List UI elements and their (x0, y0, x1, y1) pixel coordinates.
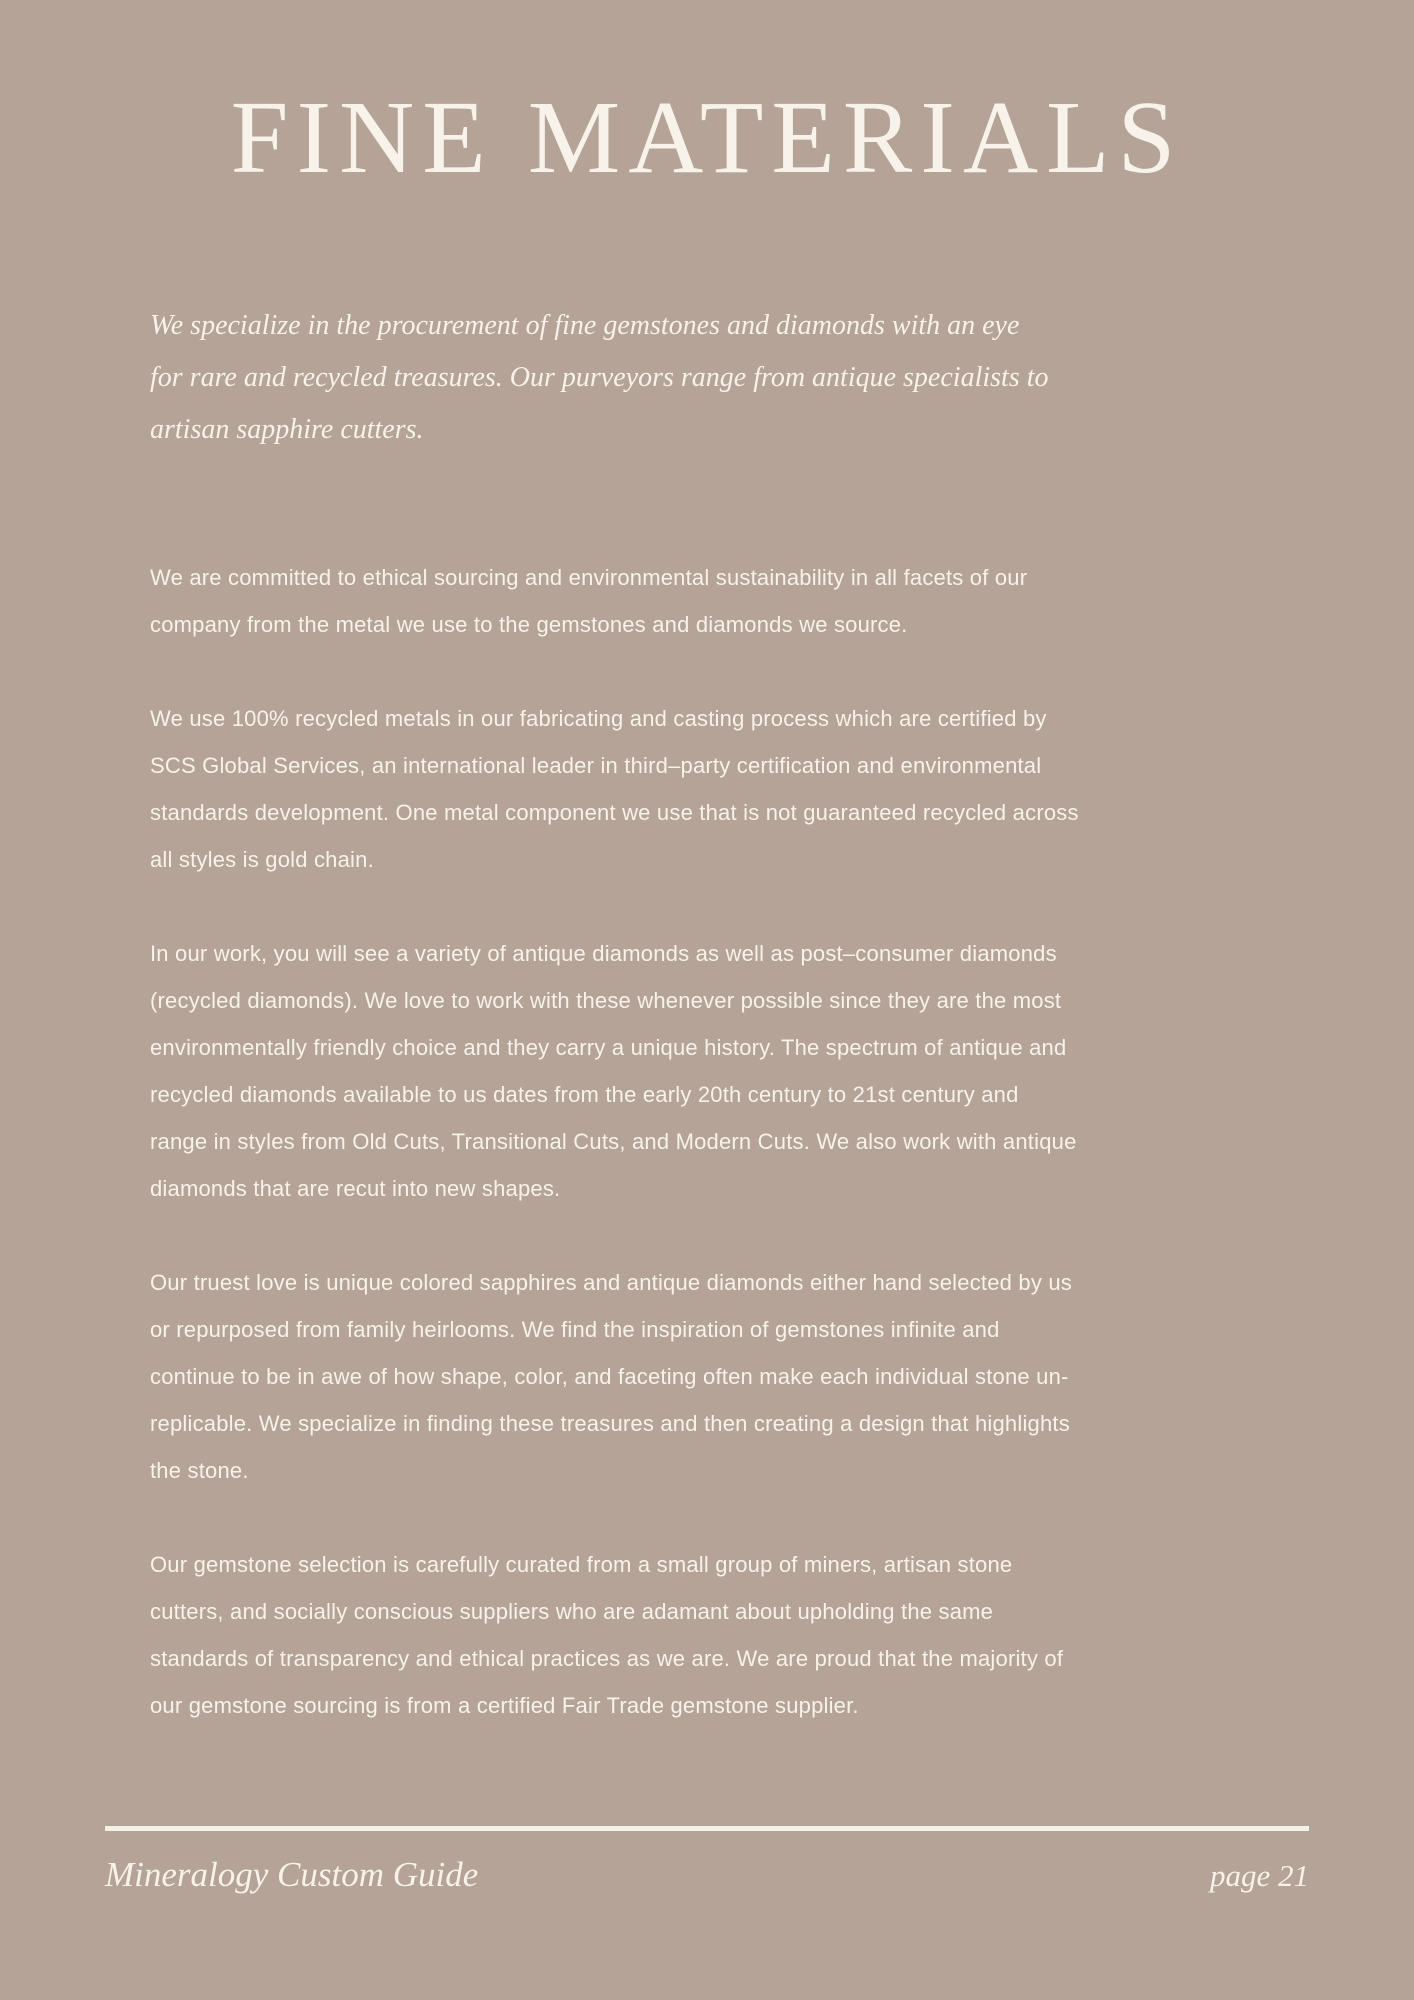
footer-page-number: page 21 (1209, 1858, 1309, 1893)
paragraph-recycled-metals: We use 100% recycled metals in our fabricating and casting process which are certified by SCS Global Services, an international leader in third–party certification and environmental standards development. One metal component we use that is not guaranteed recycled across all styles is gold chain. (150, 705, 1079, 872)
paragraph-ethical-sourcing: We are committed to ethical sourcing and environmental sustainability in all facets of our company from the metal we use to the gemstones and diamonds we source. (150, 564, 1028, 637)
intro-paragraph: We specialize in the procurement of fine gemstones and diamonds with an eye for rare and recycled treasures. Our purveyors range from antique specialists to artisan sapphire cutters. (150, 309, 1049, 445)
body-text (150, 554, 1080, 1729)
footer-divider (105, 1826, 1309, 1831)
page-title: FINE MATERIALS (230, 80, 1184, 195)
footer-row (105, 1855, 1309, 1895)
footer-guide-title: Mineralogy Custom Guide (105, 1855, 479, 1894)
paragraph-sapphires-heirlooms: Our truest love is unique colored sapphires and antique diamonds either hand selected by us or repurposed from family heirlooms. We find the inspiration of gemstones infinite and continue to be in awe of how shape, color, and faceting often make each individual stone un-replicable. We specialize in finding these treasures and then creating a design that highlights the stone. (150, 1269, 1072, 1483)
paragraph-antique-diamonds: In our work, you will see a variety of antique diamonds as well as post–consumer diamonds (recycled diamonds). We love to work with these whenever possible since they are the most environmentally friendly choice and they carry a unique history. The spectrum of antique and recycled diamonds available to us dates from the early 20th century to 21st century and range in styles from Old Cuts, Transitional Cuts, and Modern Cuts. We also work with antique diamonds that are recut into new shapes. (150, 940, 1077, 1201)
page-footer (105, 1826, 1309, 1895)
paragraph-gemstone-selection: Our gemstone selection is carefully curated from a small group of miners, artisan stone cutters, and socially conscious suppliers who are adamant about upholding the same standards of transparency and ethical practices as we are. We are proud that the majority of our gemstone sourcing is from a certified Fair Trade gemstone supplier. (150, 1551, 1064, 1718)
